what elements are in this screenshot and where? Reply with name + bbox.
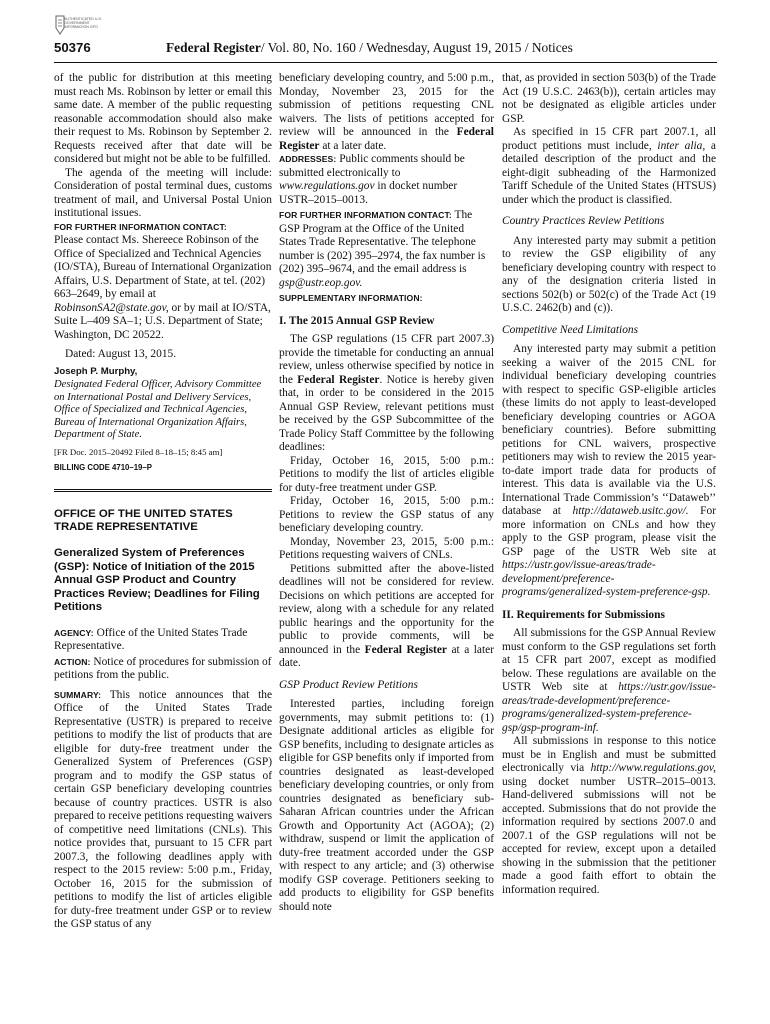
dataweb-link[interactable]: http://dataweb.usitc.gov/. bbox=[572, 505, 689, 517]
document-heading: Generalized System of Preferences (GSP): Notice of Initiation of the 2015 Annual GSP Product and Country Practices Review; Deadlines for Filing Petitions bbox=[54, 546, 260, 614]
fr-doc-line: [FR Doc. 2015–20492 Filed 8–18–15; 8:45 am] bbox=[54, 446, 223, 457]
summary-label: SUMMARY: bbox=[54, 689, 102, 700]
paragraph: Friday, October 16, 2015, 5:00 p.m.: Petitions to review the GSP status of any beneficiary developing country. bbox=[279, 495, 494, 534]
federal-register-ref: Federal Register bbox=[364, 643, 447, 656]
subsection-heading: Competitive Need Limitations bbox=[502, 323, 639, 336]
federal-register-ref: Federal Register bbox=[297, 373, 380, 386]
subsection-heading: Country Practices Review Petitions bbox=[502, 215, 665, 227]
contact-block bbox=[54, 221, 272, 343]
section-divider bbox=[54, 489, 272, 492]
summary-text: This notice announces that the Office of the United States Trade Representative (USTR) is prepared to receive petitions to modify the list of products that are eligible for duty-free treatment under the Generalized System of Preferences (GSP) program and to modify the GSP status of certain GSP beneficiary developing countries because of country practices. USTR is also prepared to receive petitions requesting waivers of competitive need limitations (CNLs). This notice provides that, pursuant to 15 CFR part 2007.3, the following deadlines apply with respect to the 2015 review: 5:00 p.m., Friday, October 16, 2015 for the submission of petitions to modify the list of articles eligible for duty-free treatment under GSP or to review the GSP status of any bbox=[54, 688, 272, 931]
text-run: . Notice is hereby given that, in order to be considered in the 2015 Annual GSP Review, relevant petitions must be received by the GSP Subcommittee of the Trade Policy Staff Committee by the following deadlines: bbox=[279, 373, 494, 453]
paragraph bbox=[279, 333, 494, 455]
contact-text: or by mail at IO/STA, Suite L–409 SA–1; U.S. Department of State; Washington, DC 20522. bbox=[54, 301, 271, 341]
addresses-text: Public comments should be submitted electronically to bbox=[279, 153, 465, 179]
text-run: All submissions for the GSP Annual Review must conform to the GSP regulations set forth at 15 CFR part 2007, except as modified below. These regulations are available on the USTR Web site at bbox=[502, 627, 716, 693]
header-title bbox=[166, 40, 573, 56]
billing-code: BILLING CODE 4710–19–P bbox=[54, 463, 152, 473]
signer-title: Designated Federal Officer, Advisory Committee on International Postal and Delivery Services, Office of Specialized and Technical Agencies, Bureau of International Organization Affairs, Department of State. bbox=[54, 379, 262, 441]
subsection-heading: GSP Product Review Petitions bbox=[279, 678, 418, 691]
paragraph bbox=[279, 563, 494, 671]
signer-name: Joseph P. Murphy, bbox=[54, 365, 138, 377]
text-run: As specified in 15 CFR part 2007.1, all product petitions must include, bbox=[502, 126, 716, 152]
agency-block bbox=[54, 627, 272, 654]
paragraph: Friday, October 16, 2015, 5:00 p.m.: Petitions to modify the list of articles eligible for duty-free treatment under GSP. bbox=[279, 454, 494, 494]
section-heading: I. The 2015 Annual GSP Review bbox=[279, 314, 435, 327]
paragraph bbox=[502, 735, 716, 897]
summary-block bbox=[54, 689, 272, 932]
column-1 bbox=[54, 72, 272, 934]
paragraph bbox=[502, 627, 716, 735]
text-run: at a later date. bbox=[279, 643, 494, 669]
regulations-gov-link[interactable]: www.regulations.gov bbox=[279, 180, 375, 192]
text-run: at a later date. bbox=[322, 139, 387, 152]
paragraph: Interested parties, including foreign governments, may submit petitions to: (1) Designate additional articles as eligible for GSP benefits, including to designate articles as eligible for GSP benefits only if imported from countries designated as least-developed beneficiary developing countries, or only from countries designated as beneficiary sub-Saharan African countries under the African Growth and Opportunity Act (AGOA); (2) withdraw, suspend or limit the application of duty-free treatment accorded under the GSP with respect to any article; and (3) otherwise modify GSP coverage. Petitioners seeking to add products to eligibility for GSP benefits should note bbox=[279, 698, 494, 913]
contact-email-link[interactable]: RobinsonSA2@state.gov, bbox=[54, 301, 169, 314]
issue-info: / Vol. 80, No. 160 / Wednesday, August 19, 2015 / Notices bbox=[260, 40, 573, 55]
supplementary-label: SUPPLEMENTARY INFORMATION: bbox=[279, 293, 423, 303]
addresses-text: in docket number USTR–2015–0013. bbox=[279, 180, 458, 206]
text-run: beneficiary developing country, and 5:00 p.m., Monday, November 23, 2015 for the submission of petitions requesting CNL waivers. The lists of petitions accepted for review will be announced in the bbox=[279, 72, 494, 138]
contact-label: FOR FURTHER INFORMATION CONTACT: bbox=[54, 221, 227, 232]
agency-heading: OFFICE OF THE UNITED STATES TRADE REPRESENTATIVE bbox=[54, 507, 233, 534]
paragraph: that, as provided in section 503(b) of the Trade Act (19 U.S.C. 2463(b)), certain articles may not be designated as eligible articles under GSP. bbox=[502, 72, 716, 125]
text-run: using docket number USTR–2015–0013. Hand-delivered submissions will not be accepted. Submissions that do not provide the information required by sections 2007.0 and 2007.1 of the GSP regulations will not be accepted for review, except upon a detailed showing in the submission that the petitioner made a good faith effort to obtain the information required. bbox=[502, 775, 716, 896]
action-label: ACTION: bbox=[54, 656, 91, 667]
column-2 bbox=[279, 72, 494, 914]
text-run: Any interested party may submit a petition seeking a waiver of the 2015 CNL for individual beneficiary developing countries with respect to specific GSP-eligible articles (these limits do not apply to least-developed beneficiary developing countries or AGOA beneficiary countries). Before submitting petitions for CNL waivers, prospective petitioners may wish to review the 2015 year-to-date import trade data for products of interest. This data is available via the U.S. International Trade Commission’s ‘‘Dataweb’’ database at bbox=[502, 343, 716, 517]
italic-term: inter alia, bbox=[657, 139, 706, 152]
contact-label: FOR FURTHER INFORMATION CONTACT: bbox=[279, 210, 452, 220]
paragraph: The agenda of the meeting will include: Consideration of postal terminal dues, customs treatment of mail, and Universal Postal Union institutional issues. bbox=[54, 166, 272, 219]
logo-text: AUTHENTICATED U.S. GOVERNMENT INFORMATION GPO bbox=[64, 17, 102, 30]
paragraph bbox=[502, 343, 716, 600]
text-run: All submissions in response to this notice must be in English and must be submitted electronically via bbox=[502, 735, 716, 774]
agency-label: AGENCY: bbox=[54, 627, 94, 638]
regulations-gov-link[interactable]: http://www.regulations.gov, bbox=[590, 762, 716, 774]
gpo-authentication-logo bbox=[54, 14, 108, 40]
contact-text: The GSP Program at the Office of the United States Trade Representative. The telephone number is (202) 395–2974, the fax number is (202) 395–9674, and the email address is bbox=[279, 209, 486, 275]
text-run: a detailed description of the product and the eight-digit subheading of the Harmonized Tariff Schedule of the United States (HTSUS) under which the product is classified. bbox=[502, 139, 716, 206]
column-3 bbox=[502, 72, 716, 897]
paragraph: Monday, November 23, 2015, 5:00 p.m.: Petitions requesting waivers of CNLs. bbox=[279, 535, 494, 561]
agency-text: Office of the United States Trade Representative. bbox=[54, 626, 248, 653]
text-run: For more information on CNLs and how they apply to the GSP program, please visit the GSP page of the USTR Web site at bbox=[502, 505, 716, 558]
dated-line: Dated: August 13, 2015. bbox=[65, 348, 177, 360]
ustr-gsp-link[interactable]: https://ustr.gov/issue-areas/trade-development/preference-programs/generalized-system-preference-gsp. bbox=[502, 559, 711, 598]
gsp-regulations-link[interactable]: https://ustr.gov/issue-areas/trade-development/preference-programs/generalized-system-preference-gsp/gsp-program-inf. bbox=[502, 681, 716, 734]
section-heading: II. Requirements for Submissions bbox=[502, 608, 665, 621]
contact-block bbox=[279, 209, 494, 290]
paragraph bbox=[279, 72, 494, 153]
gsp-email-link[interactable]: gsp@ustr.eop.gov. bbox=[279, 276, 363, 289]
paragraph: Any interested party may submit a petition to review the GSP eligibility of any beneficiary developing country with respect to any of the designation criteria listed in sections 502(b) or 502(c) of the Trade Act (19 U.S.C. 2462(b) and (c)). bbox=[502, 234, 716, 314]
page-number: 50376 bbox=[54, 40, 91, 55]
action-text: Notice of procedures for submission of petitions from the public. bbox=[54, 655, 272, 682]
addresses-block bbox=[279, 153, 494, 207]
addresses-label: ADDRESSES: bbox=[279, 154, 337, 164]
page-header bbox=[54, 40, 714, 60]
text-run: Petitions submitted after the above-listed deadlines will not be considered for review. Decisions on which petitions are accepted for review, along with a schedule for any related public hearings and the opportunity for the public to provide comments, will be announced in the bbox=[279, 562, 494, 656]
header-rule bbox=[54, 62, 717, 63]
publication-name: Federal Register bbox=[166, 40, 261, 55]
contact-text: Please contact Ms. Shereece Robinson of the Office of Specialized and Technical Agencies (IO/STA), Bureau of International Organization Affairs, U.S. Department of State, at tel. (202) 663–2649, by email at bbox=[54, 234, 272, 300]
text-run: The GSP regulations (15 CFR part 2007.3) provide the timetable for conducting an annual review, unless otherwise specified by notice in the bbox=[279, 333, 494, 386]
action-block bbox=[54, 656, 272, 683]
paragraph: of the public for distribution at this meeting must reach Ms. Robinson by letter or email this same date. A member of the public requesting reasonable accommodation should also make their request to Ms. Robinson by September 2. Requests received after that date will be considered but might not be able to be fulfilled. bbox=[54, 72, 272, 165]
federal-register-ref: Federal Register bbox=[279, 126, 494, 152]
paragraph bbox=[502, 126, 716, 207]
